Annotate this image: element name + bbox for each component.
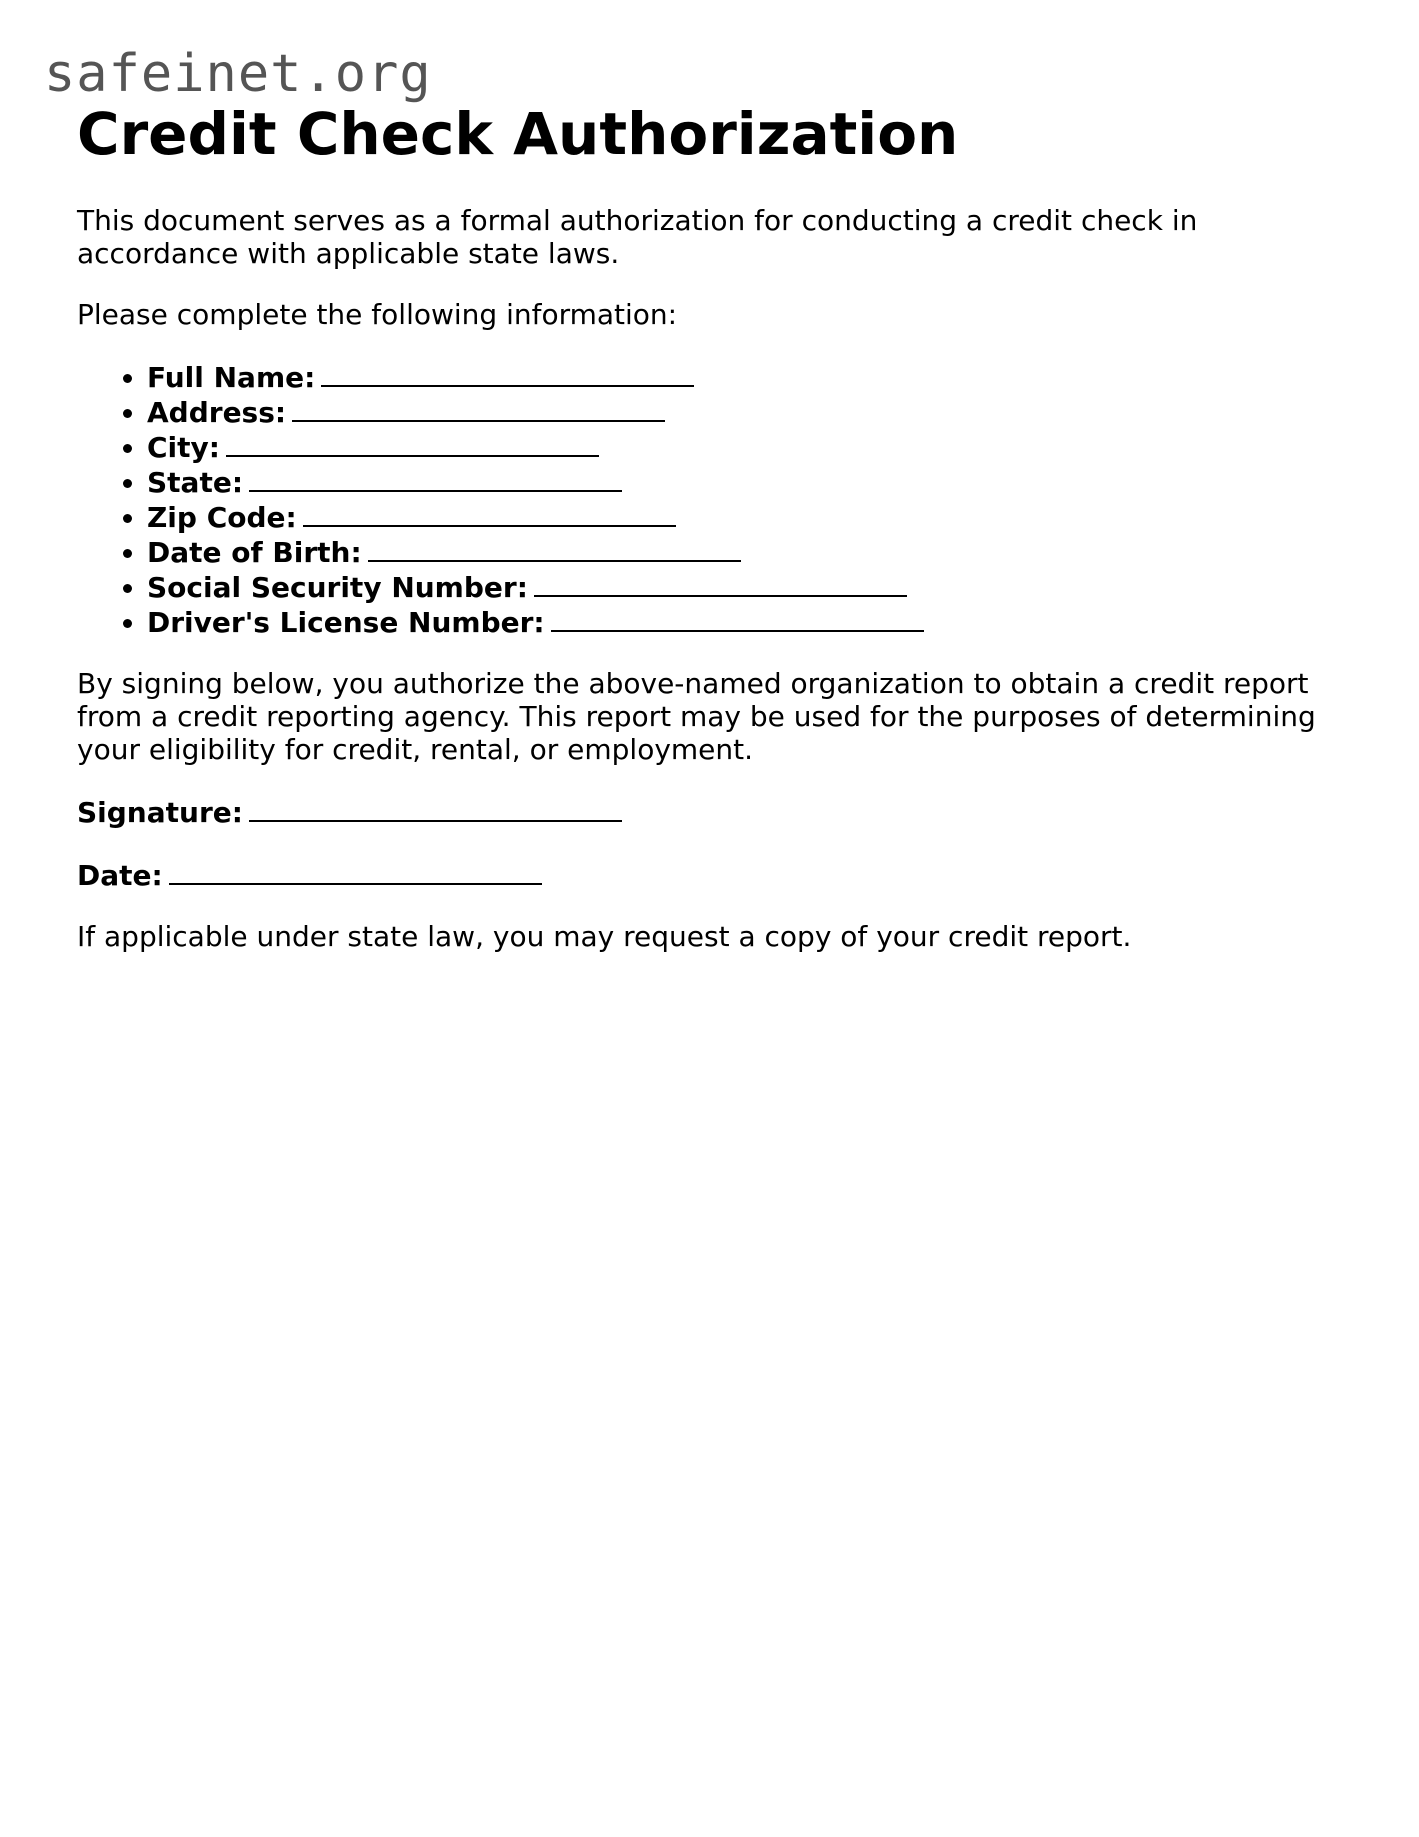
- date-row: [77, 857, 1337, 892]
- state-blank-line[interactable]: [249, 464, 622, 492]
- consent-paragraph: By signing below, you authorize the above-named organization to obtain a credit report from a credit reporting agency. This report may be used for the purposes of determining your eligibility for credit, rental, or employment.: [77, 667, 1316, 766]
- signature-label: Signature:: [77, 796, 243, 829]
- field-label: Date of Birth:: [147, 536, 362, 569]
- field-label: Zip Code:: [147, 501, 297, 534]
- signature-blank-line[interactable]: [249, 794, 622, 822]
- field-full-name: [147, 359, 1337, 394]
- full-name-blank-line[interactable]: [321, 359, 694, 387]
- city-blank-line[interactable]: [226, 429, 599, 457]
- field-label: Social Security Number:: [147, 571, 528, 604]
- field-label: City:: [147, 431, 220, 464]
- field-label: Address:: [147, 396, 287, 429]
- date-label: Date:: [77, 859, 163, 892]
- address-blank-line[interactable]: [292, 394, 665, 422]
- field-label: Driver's License Number:: [147, 606, 545, 639]
- field-zip-code: [147, 499, 1337, 534]
- ssn-blank-line[interactable]: [534, 569, 907, 597]
- date-blank-line[interactable]: [169, 857, 542, 885]
- page-title: Credit Check Authorization: [77, 100, 959, 168]
- closing-note: If applicable under state law, you may request a copy of your credit report.: [77, 920, 1132, 953]
- field-ssn: [147, 569, 1337, 604]
- field-state: [147, 464, 1337, 499]
- instruction-paragraph: Please complete the following information:: [77, 298, 678, 331]
- information-field-list: [77, 359, 1337, 639]
- field-label: State:: [147, 466, 244, 499]
- field-address: [147, 394, 1337, 429]
- field-date-of-birth: [147, 534, 1337, 569]
- document-page: [77, 96, 1337, 953]
- date-of-birth-blank-line[interactable]: [368, 534, 741, 562]
- zip-code-blank-line[interactable]: [303, 499, 676, 527]
- field-drivers-license: [147, 604, 1337, 639]
- site-watermark: safeinet.org: [44, 44, 432, 104]
- field-city: [147, 429, 1337, 464]
- drivers-license-blank-line[interactable]: [551, 604, 924, 632]
- signature-row: [77, 794, 1337, 829]
- intro-paragraph: This document serves as a formal authorization for conducting a credit check in accordance with applicable state laws.: [77, 204, 1198, 270]
- field-label: Full Name:: [147, 361, 316, 394]
